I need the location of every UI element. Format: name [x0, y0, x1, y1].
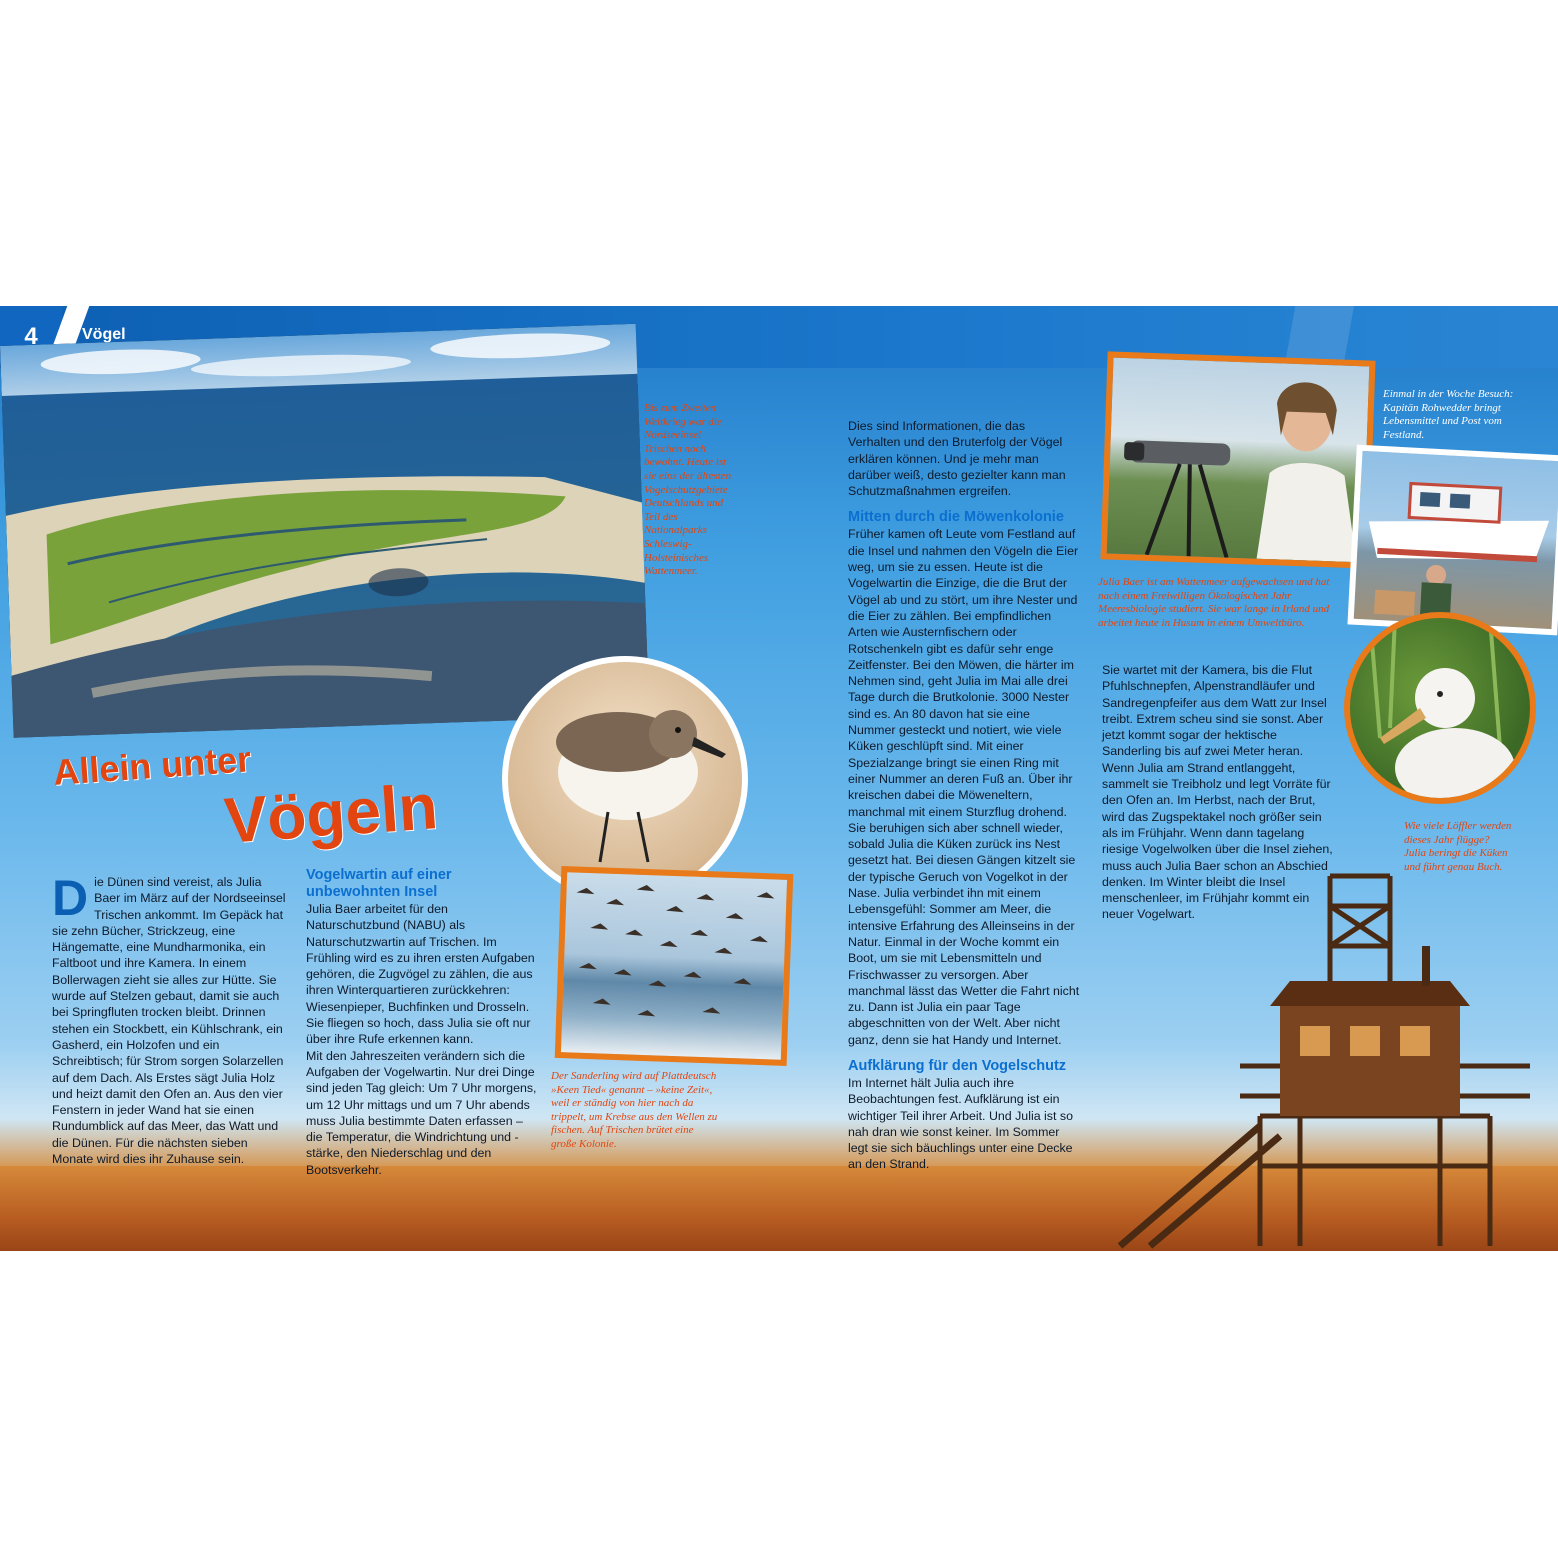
page-number: 4: [0, 306, 62, 368]
paragraph: Sie wartet mit der Kamera, bis die Flut Pfuhlschnepfen, Alpenstrandläufer und Sandregenpfeifer aus dem Watt zur Insel treibt. Extrem scheu sind sie sonst. Aber jetzt kommt sogar der hektische Sanderling bis auf zwei Meter heran. Wenn Julia am Strand entlanggeht, sammelt sie Treibholz und legt Vorräte für den Ofen an. Im Herbst, nach der Brut, wird das Zugspektakel noch größer sein als im Frühjahr. Wenn dann tagelang riesige Vogelwolken über die Insel ziehen, muss auch Julia Baer schon an Abschied denken. Im Winter bleibt die Insel menschenleer, im Frühjahr kommt ein neuer Vogelwart.: [1102, 663, 1333, 922]
caption-sanderling: Der Sanderling wird auf Plattdeutsch »Keen Tied« genannt – »keine Zeit«, weil er ständig von hier nach da trippelt, um Krebse aus den Wellen zu fischen. Auf Trischen brütet eine große Kolonie.: [551, 1070, 718, 1150]
caption-island: Bis zum Zweiten Weltkrieg war die Nordseeinsel Trischen noch bewohnt. Heute ist sie eins der ältesten Vogelschutzgebiete Deutschlands und Teil des Nationalparks Schleswig-Holsteinisches Wattenmeer.: [644, 402, 732, 578]
drop-cap: D: [52, 870, 89, 926]
subheading-vogelwartin: Vogelwartin auf einer unbewohnten Insel: [306, 867, 452, 900]
caption-spoonbill: Wie viele Löffler werden dieses Jahr flügge? Julia beringt die Küken und führt genau Buch.: [1404, 820, 1512, 873]
boat-delivery-photo: [1347, 445, 1558, 636]
caption-julia: Julia Baer ist am Wattenmeer aufgewachsen und hat nach einem Freiwilligen Ökologischen Jahr Meeresbiologie studiert. Sie war lange in Irland und arbeitet heute in Husum in einem Umweltbüro.: [1098, 576, 1330, 629]
paragraph: Julia Baer arbeitet für den Naturschutzbund (NABU) als Naturschutzwartin auf Trischen. Im Frühling wird es zu ihren ersten Aufgaben gehören, die Zugvögel zu zählen, die aus ihren Winterquartieren zurückkehren: Wiesenpieper, Buchfinken und Drosseln. Sie fliegen so hoch, dass Julia sie oft nur über ihre Rufe erkennen kann.: [306, 902, 535, 1047]
caption-boat: Einmal in der Woche Besuch: Kapitän Rohwedder bringt Lebensmittel und Post vom Festland.: [1383, 388, 1514, 441]
subheading-aufklaerung: Aufklärung für den Vogelschutz: [848, 1057, 1067, 1074]
paragraph: Mit den Jahreszeiten verändern sich die Aufgaben der Vogelwartin. Nur drei Dinge sind jeden Tag gleich: Um 7 Uhr morgens, um 12 Uhr mittags und um 7 Uhr abends muss Julia bestimmte Daten erfassen – die Temperatur, die Windrichtung und -stärke, den Niederschlag und den Bootsverkehr.: [306, 1048, 537, 1177]
stilt-hut-illustration: [1110, 866, 1550, 1251]
bird-flock-photo: [555, 866, 794, 1066]
body-column-4: [1102, 662, 1334, 923]
paragraph: Im Internet hält Julia auch ihre Beobachtungen fest. Aufklärung ist ein wichtiger Teil ihrer Arbeit. Und Julia ist so nah dran wie sonst keiner. Im Sommer legt sie sich bäuchlings unter eine Decke an den Strand.: [848, 1075, 1073, 1172]
subheading-moewenkolonie: Mitten durch die Möwenkolonie: [848, 509, 1064, 526]
spoonbill-chick-photo: [1344, 612, 1536, 804]
intro-paragraph: ie Dünen sind vereist, als Julia Baer im März auf der Nordseeinsel Trischen ankommt. Im Gepäck hat sie zehn Bücher, Strickzeug, eine Hängematte, eine Mundharmonika, ein Faltboot und ihre Kamera. In einem Bollerwagen zieht sie alles zur Hütte. Sie wurde auf Stelzen gebaut, damit sie auch bei Springfluten trocken bleibt. Drinnen stehen ein Stockbett, ein Kühlschrank, ein Gasherd, ein Holzofen und ein Schreibtisch; für Strom sorgen Solarzellen auf dem Dach. Als Erstes sägt Julia Holz und heizt damit den Ofen an. Aus den vier Fenstern in jeder Wand hat sie einen Rundumblick auf das Meer, das Watt und die Dünen. Für die nächsten sieben Monate wird dies ihr Zuhause sein.: [52, 875, 286, 1167]
magazine-spread: [0, 306, 1558, 1251]
island-aerial-photo: [0, 324, 649, 738]
body-column-3: [848, 418, 1080, 1173]
article-title-line1: Allein unter: [52, 738, 253, 793]
julia-with-telescope-photo: [1100, 351, 1375, 568]
article-title-line2: Vögeln: [222, 770, 440, 857]
sanderling-photo: [502, 656, 748, 902]
section-title: Vögel: [82, 326, 126, 343]
paragraph: Dies sind Informationen, die das Verhalten und den Bruterfolg der Vögel erklären können. Und je mehr man darüber weiß, desto gezielter kann man Schutzmaßnahmen ergreifen.: [848, 419, 1066, 499]
body-column-1: [52, 870, 288, 1167]
paragraph: Früher kamen oft Leute vom Festland auf die Insel und nahmen den Vögeln die Eier weg, um sie zu essen. Heute ist die Vogelwartin die Einzige, die die Brut der Vögel ab und zu stört, um ihre Nester und die Eier zu zählen. Bei empfindlichen Arten wie Austernfischern oder Rotschenkeln gibt es dafür sehr enge Zeitfenster. Bei den Möwen, die härter im Nehmen sind, geht Julia im Mai alle drei Tage durch die Brutkolonie. 3000 Nester sind es. An 80 davon hat sie eine Nummer gesteckt und notiert, wie viele Küken geschlüpft sind. Mit einer Spezialzange bringt sie einen Ring mit einer Nummer an deren Fuß an. Über ihr kreischen dabei die Möweneltern, manchmal mit einem Sturzflug drohend. Sie beruhigen sich aber schnell wieder, sobald Julia die Küken zurück ins Nest gesetzt hat. Bei diesen Gängen kitzelt sie der typische Geruch von Vogelkot in der Nase. Julia verbindet ihn mit einem Lebensgefühl: Sommer am Meer, die intensive Erfahrung des Alleinseins in der Natur. Einmal in der Woche kommt ein Boot, um sie mit Lebensmitteln und Frischwasser zu versorgen. Aber manchmal lässt das Wetter die Fahrt nicht zu. Dann ist Julia ein paar Tage abgeschnitten von der Welt. Aber nicht ganz, denn sie hat Handy und Internet.: [848, 527, 1080, 1047]
body-column-2: [306, 867, 542, 1178]
